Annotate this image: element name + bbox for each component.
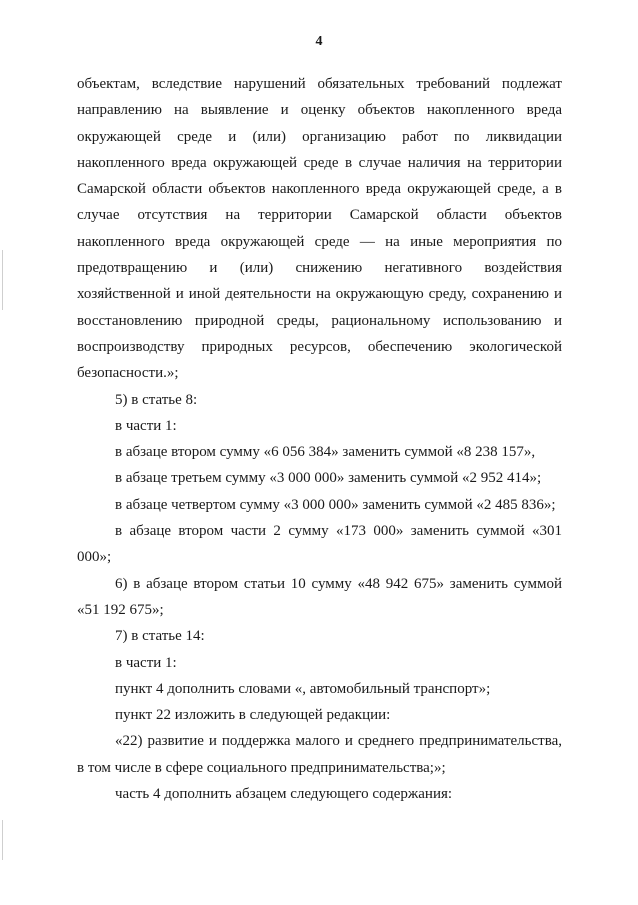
paragraph: объектам, вследствие нарушений обязательных требований подлежат направлению на выявление и оценку объектов накопленного вреда окружающей среде и (или) организацию работ по ликвидации накопленного вреда окружающей среде в случае наличия на территории Самарской области объектов накопленного вреда окружающей среде, а в случае отсутствия на территории Самарской области объектов накопленного вреда окружающей среде — на иные мероприятия по предотвращению и (или) снижению негативного воздействия хозяйственной и иной деятельности на окружающую среду, сохранению и восстановлению природной среды, рациональному использованию и воспроизводству природных ресурсов, обеспечению экологической безопасности.»; [77,76,562,382]
paragraph: в абзаце втором сумму «6 056 384» заменить суммой «8 238 157», [115,444,536,461]
paragraph: в абзаце третьем сумму «3 000 000» заменить суммой «2 952 414»; [115,470,542,487]
scan-edge-mark [2,820,3,860]
paragraph: в части 1: [115,417,177,434]
paragraph: в части 1: [115,654,177,671]
paragraph: пункт 22 изложить в следующей редакции: [115,707,391,724]
paragraph: в абзаце втором части 2 сумму «173 000» заменить суммой «301 000»; [77,523,562,566]
page-number: 4 [315,34,323,49]
paragraph: 6) в абзаце втором статьи 10 сумму «48 942 675» заменить суммой «51 192 675»; [77,575,562,618]
paragraph: «22) развитие и поддержка малого и среднего предпринимательства, в том числе в сфере социального предпринимательства;»; [77,733,562,776]
paragraph: в абзаце четвертом сумму «3 000 000» заменить суммой «2 485 836»; [115,496,556,513]
paragraph: 7) в статье 14: [115,628,205,645]
paragraph: 5) в статье 8: [115,391,198,408]
paragraph: часть 4 дополнить абзацем следующего содержания: [115,786,453,803]
paragraph: пункт 4 дополнить словами «, автомобильный транспорт»; [115,680,491,697]
scan-edge-mark [2,250,3,310]
document-body [77,71,562,807]
